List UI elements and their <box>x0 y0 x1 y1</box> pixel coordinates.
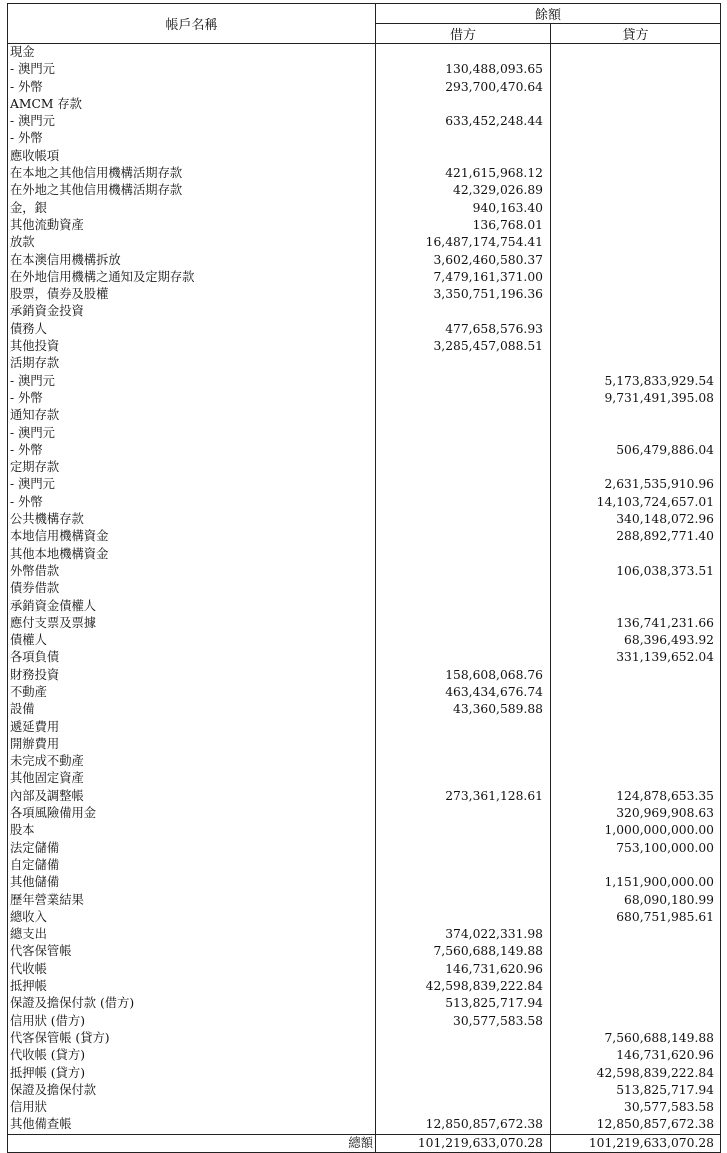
account-name-cell: 其他流動資產 <box>8 217 376 234</box>
account-name-cell: 股票，債券及股權 <box>8 286 376 303</box>
debit-cell <box>376 407 551 424</box>
debit-cell: 421,615,968.12 <box>376 165 551 182</box>
total-debit: 101,219,633,070.28 <box>376 1134 551 1152</box>
account-name-cell: 其他本地機構資金 <box>8 546 376 563</box>
debit-cell <box>376 1030 551 1047</box>
credit-cell <box>551 580 721 597</box>
account-name-cell: - 外幣 <box>8 390 376 407</box>
table-row <box>8 44 721 62</box>
table-row <box>8 494 721 511</box>
credit-cell <box>551 770 721 787</box>
debit-cell <box>376 615 551 632</box>
debit-cell: 16,487,174,754.41 <box>376 234 551 251</box>
credit-cell <box>551 926 721 943</box>
account-name-cell: 保證及擔保付款 <box>8 1082 376 1099</box>
credit-cell: 1,000,000,000.00 <box>551 822 721 839</box>
debit-cell <box>376 580 551 597</box>
account-name-cell: - 外幣 <box>8 494 376 511</box>
debit-cell <box>376 563 551 580</box>
table-row <box>8 770 721 787</box>
debit-cell <box>376 130 551 147</box>
credit-cell <box>551 96 721 113</box>
debit-cell <box>376 511 551 528</box>
debit-cell <box>376 546 551 563</box>
credit-cell <box>551 130 721 147</box>
credit-cell: 288,892,771.40 <box>551 528 721 545</box>
account-name-cell: - 外幣 <box>8 442 376 459</box>
account-name-cell: 債券借款 <box>8 580 376 597</box>
account-name-cell: 遞延費用 <box>8 719 376 736</box>
credit-cell: 12,850,857,672.38 <box>551 1116 721 1134</box>
table-row <box>8 719 721 736</box>
table-row <box>8 286 721 303</box>
table-row <box>8 961 721 978</box>
debit-cell: 273,361,128.61 <box>376 788 551 805</box>
credit-cell: 1,151,900,000.00 <box>551 874 721 891</box>
account-name-cell: 各項風險備用金 <box>8 805 376 822</box>
account-name-cell: 代收帳 <box>8 961 376 978</box>
table-row <box>8 1013 721 1030</box>
debit-cell <box>376 96 551 113</box>
table-row <box>8 130 721 147</box>
account-name-cell: 不動產 <box>8 684 376 701</box>
account-name-cell: 自定儲備 <box>8 857 376 874</box>
trial-balance-table <box>7 3 721 1153</box>
table-row <box>8 476 721 493</box>
account-name-header: 帳戶名稱 <box>8 4 376 44</box>
credit-cell <box>551 598 721 615</box>
account-name-cell: 各項負債 <box>8 649 376 666</box>
debit-cell <box>376 857 551 874</box>
credit-cell: 2,631,535,910.96 <box>551 476 721 493</box>
credit-cell <box>551 61 721 78</box>
table-row <box>8 338 721 355</box>
table-row <box>8 822 721 839</box>
credit-cell: 5,173,833,929.54 <box>551 373 721 390</box>
account-name-cell: - 外幣 <box>8 79 376 96</box>
debit-cell <box>376 425 551 442</box>
table-row <box>8 390 721 407</box>
table-row <box>8 598 721 615</box>
debit-cell: 513,825,717.94 <box>376 995 551 1012</box>
table-row <box>8 563 721 580</box>
credit-cell <box>551 217 721 234</box>
debit-cell <box>376 148 551 165</box>
table-row <box>8 511 721 528</box>
table-row <box>8 528 721 545</box>
table-row <box>8 909 721 926</box>
account-name-cell: 承銷資金債權人 <box>8 598 376 615</box>
account-name-cell: - 澳門元 <box>8 373 376 390</box>
table-row <box>8 546 721 563</box>
debit-cell: 3,602,460,580.37 <box>376 252 551 269</box>
account-name-cell: 信用狀 (借方) <box>8 1013 376 1030</box>
table-row <box>8 252 721 269</box>
account-name-cell: 股本 <box>8 822 376 839</box>
debit-cell <box>376 909 551 926</box>
total-credit: 101,219,633,070.28 <box>551 1134 721 1152</box>
debit-cell <box>376 719 551 736</box>
account-name-cell: 債權人 <box>8 632 376 649</box>
credit-cell <box>551 546 721 563</box>
account-name-cell: 應收帳項 <box>8 148 376 165</box>
table-row <box>8 892 721 909</box>
credit-cell: 68,396,493.92 <box>551 632 721 649</box>
debit-cell <box>376 476 551 493</box>
credit-cell <box>551 234 721 251</box>
account-name-cell: 公共機構存款 <box>8 511 376 528</box>
account-name-cell: - 澳門元 <box>8 113 376 130</box>
debit-cell <box>376 44 551 62</box>
debit-cell <box>376 649 551 666</box>
table-row <box>8 615 721 632</box>
credit-cell: 68,090,180.99 <box>551 892 721 909</box>
debit-cell: 374,022,331.98 <box>376 926 551 943</box>
account-name-cell: 開辦費用 <box>8 736 376 753</box>
debit-cell <box>376 528 551 545</box>
credit-cell <box>551 303 721 320</box>
account-name-cell: 總收入 <box>8 909 376 926</box>
debit-cell: 30,577,583.58 <box>376 1013 551 1030</box>
credit-cell: 753,100,000.00 <box>551 840 721 857</box>
account-name-cell: 其他投資 <box>8 338 376 355</box>
table-row <box>8 79 721 96</box>
debit-cell <box>376 736 551 753</box>
credit-cell: 146,731,620.96 <box>551 1047 721 1064</box>
debit-cell: 12,850,857,672.38 <box>376 1116 551 1134</box>
debit-cell <box>376 598 551 615</box>
table-row <box>8 442 721 459</box>
debit-cell <box>376 1047 551 1064</box>
credit-cell <box>551 407 721 424</box>
debit-cell: 293,700,470.64 <box>376 79 551 96</box>
table-row <box>8 182 721 199</box>
debit-header: 借方 <box>376 24 551 44</box>
account-name-cell: 應付支票及票據 <box>8 615 376 632</box>
table-row <box>8 113 721 130</box>
credit-cell <box>551 338 721 355</box>
credit-cell <box>551 459 721 476</box>
table-row <box>8 978 721 995</box>
account-name-cell: 現金 <box>8 44 376 62</box>
credit-cell: 106,038,373.51 <box>551 563 721 580</box>
debit-cell: 477,658,576.93 <box>376 321 551 338</box>
account-name-cell: 抵押帳 (貸方) <box>8 1065 376 1082</box>
debit-cell: 146,731,620.96 <box>376 961 551 978</box>
account-name-cell: 定期存款 <box>8 459 376 476</box>
account-name-cell: 外幣借款 <box>8 563 376 580</box>
credit-header: 貸方 <box>551 24 721 44</box>
credit-cell <box>551 753 721 770</box>
table-row <box>8 667 721 684</box>
balance-header: 餘額 <box>376 4 721 24</box>
credit-cell <box>551 200 721 217</box>
credit-cell <box>551 1013 721 1030</box>
credit-cell: 14,103,724,657.01 <box>551 494 721 511</box>
table-row <box>8 148 721 165</box>
debit-cell <box>376 494 551 511</box>
debit-cell: 7,560,688,149.88 <box>376 943 551 960</box>
debit-cell: 42,329,026.89 <box>376 182 551 199</box>
account-name-cell: 金，銀 <box>8 200 376 217</box>
credit-cell <box>551 355 721 372</box>
credit-cell <box>551 719 721 736</box>
credit-cell <box>551 79 721 96</box>
credit-cell <box>551 113 721 130</box>
table-row <box>8 840 721 857</box>
account-name-cell: - 外幣 <box>8 130 376 147</box>
table-row <box>8 459 721 476</box>
account-name-cell: 在外地信用機構之通知及定期存款 <box>8 269 376 286</box>
credit-cell: 124,878,653.35 <box>551 788 721 805</box>
debit-cell: 3,285,457,088.51 <box>376 338 551 355</box>
credit-cell: 513,825,717.94 <box>551 1082 721 1099</box>
debit-cell <box>376 442 551 459</box>
debit-cell <box>376 770 551 787</box>
account-name-cell: AMCM 存款 <box>8 96 376 113</box>
debit-cell: 463,434,676.74 <box>376 684 551 701</box>
credit-cell <box>551 286 721 303</box>
debit-cell: 42,598,839,222.84 <box>376 978 551 995</box>
table-row <box>8 165 721 182</box>
account-name-cell: 財務投資 <box>8 667 376 684</box>
table-row <box>8 649 721 666</box>
table-row <box>8 96 721 113</box>
account-name-cell: 在本地之其他信用機構活期存款 <box>8 165 376 182</box>
account-name-cell: 法定儲備 <box>8 840 376 857</box>
account-name-cell: 本地信用機構資金 <box>8 528 376 545</box>
credit-cell <box>551 269 721 286</box>
credit-cell <box>551 252 721 269</box>
table-row <box>8 1047 721 1064</box>
debit-cell <box>376 840 551 857</box>
account-name-cell: - 澳門元 <box>8 61 376 78</box>
credit-cell <box>551 667 721 684</box>
debit-cell <box>376 805 551 822</box>
account-name-cell: 承銷資金投資 <box>8 303 376 320</box>
table-row <box>8 61 721 78</box>
account-name-cell: 通知存款 <box>8 407 376 424</box>
debit-cell <box>376 892 551 909</box>
table-row <box>8 200 721 217</box>
table-row <box>8 788 721 805</box>
debit-cell <box>376 459 551 476</box>
debit-cell <box>376 874 551 891</box>
table-row <box>8 407 721 424</box>
debit-cell: 633,452,248.44 <box>376 113 551 130</box>
account-name-cell: 其他固定資產 <box>8 770 376 787</box>
table-row <box>8 580 721 597</box>
account-name-cell: 代收帳 (貸方) <box>8 1047 376 1064</box>
debit-cell <box>376 303 551 320</box>
account-name-cell: 總支出 <box>8 926 376 943</box>
table-row <box>8 1082 721 1099</box>
debit-cell: 3,350,751,196.36 <box>376 286 551 303</box>
debit-cell: 130,488,093.65 <box>376 61 551 78</box>
account-name-cell: 抵押帳 <box>8 978 376 995</box>
total-label: 總額 <box>8 1134 376 1152</box>
account-name-cell: 代客保管帳 <box>8 943 376 960</box>
credit-cell: 331,139,652.04 <box>551 649 721 666</box>
credit-cell: 9,731,491,395.08 <box>551 390 721 407</box>
table-row <box>8 857 721 874</box>
table-row <box>8 303 721 320</box>
account-name-cell: 其他備查帳 <box>8 1116 376 1134</box>
debit-cell: 136,768.01 <box>376 217 551 234</box>
table-row <box>8 736 721 753</box>
table-body <box>8 44 721 1135</box>
table-header <box>8 4 721 44</box>
credit-cell <box>551 44 721 62</box>
debit-cell <box>376 632 551 649</box>
table-row <box>8 874 721 891</box>
debit-cell <box>376 753 551 770</box>
credit-cell <box>551 943 721 960</box>
credit-cell: 136,741,231.66 <box>551 615 721 632</box>
table-row <box>8 684 721 701</box>
total-row <box>8 1134 721 1152</box>
credit-cell <box>551 995 721 1012</box>
table-row <box>8 1116 721 1134</box>
account-name-cell: 未完成不動產 <box>8 753 376 770</box>
account-name-cell: 放款 <box>8 234 376 251</box>
table-row <box>8 701 721 718</box>
credit-cell <box>551 148 721 165</box>
credit-cell <box>551 182 721 199</box>
account-name-cell: 內部及調整帳 <box>8 788 376 805</box>
credit-cell: 7,560,688,149.88 <box>551 1030 721 1047</box>
account-name-cell: 其他儲備 <box>8 874 376 891</box>
credit-cell: 42,598,839,222.84 <box>551 1065 721 1082</box>
table-row <box>8 1030 721 1047</box>
credit-cell <box>551 165 721 182</box>
account-name-cell: - 澳門元 <box>8 476 376 493</box>
table-row <box>8 355 721 372</box>
table-row <box>8 425 721 442</box>
table-row <box>8 217 721 234</box>
credit-cell: 320,969,908.63 <box>551 805 721 822</box>
credit-cell <box>551 961 721 978</box>
table-row <box>8 321 721 338</box>
credit-cell <box>551 701 721 718</box>
credit-cell: 680,751,985.61 <box>551 909 721 926</box>
credit-cell <box>551 857 721 874</box>
debit-cell <box>376 390 551 407</box>
credit-cell <box>551 978 721 995</box>
debit-cell <box>376 1082 551 1099</box>
table-row <box>8 943 721 960</box>
debit-cell <box>376 822 551 839</box>
account-name-cell: 信用狀 <box>8 1099 376 1116</box>
debit-cell: 43,360,589.88 <box>376 701 551 718</box>
debit-cell <box>376 1065 551 1082</box>
account-name-cell: 代客保管帳 (貸方) <box>8 1030 376 1047</box>
account-name-cell: 債務人 <box>8 321 376 338</box>
table-row <box>8 632 721 649</box>
account-name-cell: 在本澳信用機構拆放 <box>8 252 376 269</box>
account-name-cell: 設備 <box>8 701 376 718</box>
account-name-cell: 保證及擔保付款 (借方) <box>8 995 376 1012</box>
debit-cell <box>376 373 551 390</box>
table-row <box>8 269 721 286</box>
account-name-cell: 在外地之其他信用機構活期存款 <box>8 182 376 199</box>
table-row <box>8 805 721 822</box>
credit-cell <box>551 736 721 753</box>
debit-cell <box>376 355 551 372</box>
table-row <box>8 995 721 1012</box>
table-row <box>8 373 721 390</box>
credit-cell: 340,148,072.96 <box>551 511 721 528</box>
credit-cell <box>551 425 721 442</box>
table-row <box>8 1099 721 1116</box>
debit-cell: 940,163.40 <box>376 200 551 217</box>
debit-cell: 158,608,068.76 <box>376 667 551 684</box>
credit-cell <box>551 684 721 701</box>
table-row <box>8 753 721 770</box>
credit-cell: 506,479,886.04 <box>551 442 721 459</box>
account-name-cell: - 澳門元 <box>8 425 376 442</box>
debit-cell: 7,479,161,371.00 <box>376 269 551 286</box>
table-row <box>8 926 721 943</box>
account-name-cell: 活期存款 <box>8 355 376 372</box>
credit-cell: 30,577,583.58 <box>551 1099 721 1116</box>
debit-cell <box>376 1099 551 1116</box>
account-name-cell: 歷年營業結果 <box>8 892 376 909</box>
table-row <box>8 1065 721 1082</box>
credit-cell <box>551 321 721 338</box>
table-row <box>8 234 721 251</box>
